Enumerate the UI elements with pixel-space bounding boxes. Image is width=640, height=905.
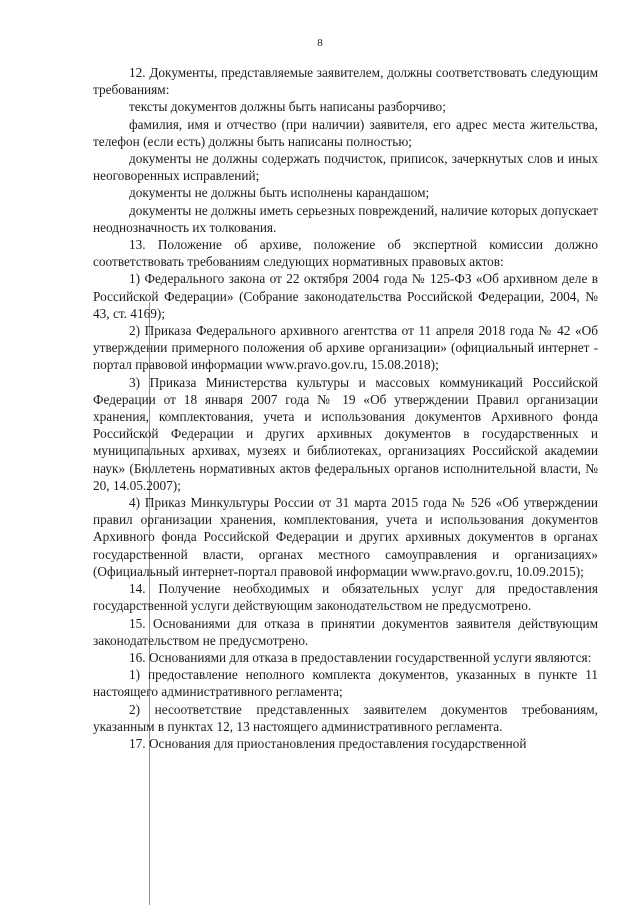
refusal-item-1: 1) предоставление неполного комплекта документов, указанных в пункте 11 настоящего административного регламента;	[93, 667, 598, 700]
requirement-full-name: фамилия, имя и отчество (при наличии) заявителя, его адрес места жительства, телефон (если есть) должны быть написаны полностью;	[93, 116, 598, 149]
act-item-3: 3) Приказа Министерства культуры и массовых коммуникаций Российской Федерации от 18 января 2007 года № 19 «Об утверждении Правил организации хранения, комплектования, учета и использования документов Архивного фонда Российской Федерации и других архивных документов в государственных и муниципальных архивах, музеях и библиотеках, организациях Российской академии наук» (Бюллетень нормативных актов федеральных органов исполнительной власти, № 20, 14.05.2007);	[93, 374, 598, 493]
requirement-no-erasures: документы не должны содержать подчисток, приписок, зачеркнутых слов и иных неоговоренных исправлений;	[93, 151, 598, 184]
page-number: 8	[317, 37, 323, 49]
act-item-2: 2) Приказа Федерального архивного агентства от 11 апреля 2018 года № 42 «Об утверждении примерного положения об архиве организации» (официальный интернет - портал правовой информации www.pravo.gov.ru, 15.08.2018);	[93, 323, 598, 373]
paragraph-16: 16. Основаниями для отказа в предоставлении государственной услуги являются:	[129, 649, 592, 665]
paragraph-14: 14. Получение необходимых и обязательных услуг для предоставления государственной услуги действующим законодательством не предусмотрено.	[93, 581, 598, 614]
requirement-no-pencil: документы не должны быть исполнены карандашом;	[129, 185, 430, 201]
document-body	[93, 64, 598, 752]
act-item-4: 4) Приказ Минкультуры России от 31 марта 2015 года № 526 «Об утверждении правил организации хранения, комплектования, учета и использования документов Архивного фонда Российской Федерации и других архивных документов в органах государственной власти, органах местного самоуправления и организациях» (Официальный интернет-портал правовой информации www.pravo.gov.ru, 10.09.2015);	[93, 495, 598, 579]
refusal-item-2: 2) несоответствие представленных заявителем документов требованиям, указанным в пунктах 12, 13 настоящего административного регламента.	[93, 701, 598, 734]
paragraph-17: 17. Основания для приостановления предоставления государственной	[129, 735, 527, 751]
act-item-1: 1) Федерального закона от 22 октября 2004 года № 125-ФЗ «Об архивном деле в Российской Федерации» (Собрание законодательства Российской Федерации, 2004, № 43, ст. 4169);	[93, 271, 598, 321]
paragraph-12: 12. Документы, представляемые заявителем, должны соответствовать следующим требованиям:	[93, 65, 598, 98]
requirement-no-damage: документы не должны иметь серьезных повреждений, наличие которых допускает неоднозначность их толкования.	[93, 202, 598, 235]
requirement-legible: тексты документов должны быть написаны разборчиво;	[129, 99, 446, 115]
paragraph-15: 15. Основаниями для отказа в принятии документов заявителя действующим законодательством не предусмотрено.	[93, 615, 598, 648]
paragraph-13: 13. Положение об архиве, положение об экспертной комиссии должно соответствовать требованиям следующих нормативных правовых актов:	[93, 237, 598, 270]
